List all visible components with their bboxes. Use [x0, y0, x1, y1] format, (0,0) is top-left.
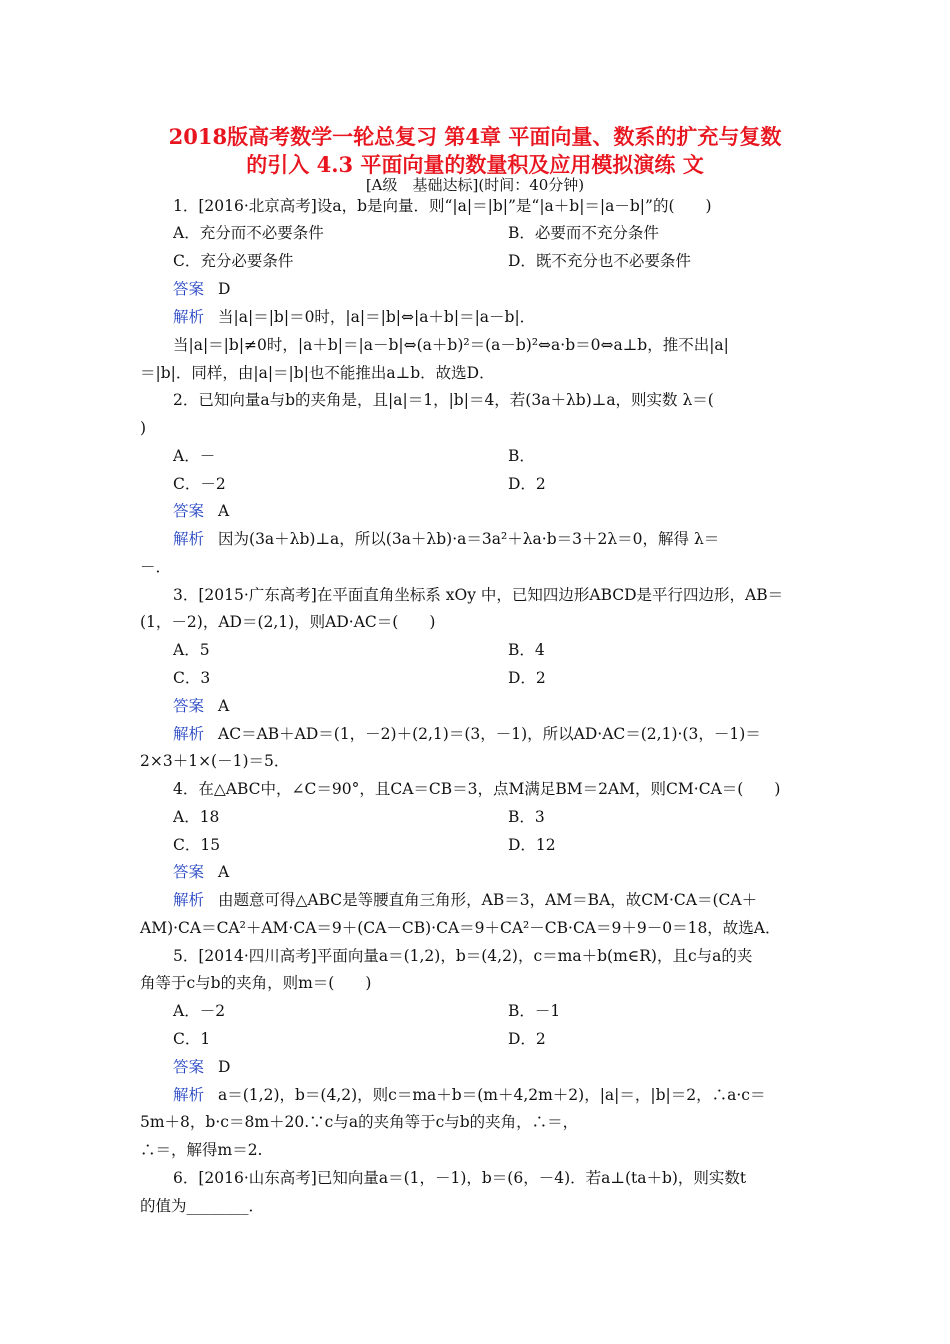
q4-stem: 4．在△ABC中，∠C＝90°，且CA＝CB＝3，点M满足BM＝2AM，则CM·CA＝( ) — [173, 780, 781, 798]
q3-answer — [173, 696, 853, 716]
q3-stem-line2: (1，－2)，AD＝(2,1)，则AD·AC＝( ) — [140, 613, 436, 631]
q3-analysis-text: AC＝AB＋AD＝(1，－2)＋(2,1)＝(3，－1)，所以AD·AC＝(2,1)·(3，－1)＝ — [218, 725, 761, 743]
q5-option-a: A．－2 — [173, 1002, 226, 1020]
q1-analysis-line2: 当|a|＝|b|≠0时，|a＋b|＝|a－b|⇔(a＋b)²＝(a－b)²⇔a·b＝0⇔a⊥b，推不出|a| — [173, 336, 729, 354]
q5-answer — [173, 1057, 853, 1077]
q5-answer-value: D — [218, 1058, 231, 1076]
answer-label: 答案 — [173, 697, 205, 715]
analysis-label: 解析 — [173, 308, 205, 326]
q1-option-a: A．充分而不必要条件 — [173, 224, 324, 242]
q2-option-b: B． — [508, 447, 535, 465]
analysis-label: 解析 — [173, 1086, 205, 1104]
q4-option-a: A．18 — [173, 808, 220, 826]
q4-answer-value: A — [218, 863, 230, 881]
q2-option-c: C．－2 — [173, 475, 226, 493]
q3-option-d: D．2 — [508, 669, 546, 687]
answer-label: 答案 — [173, 280, 205, 298]
answer-label: 答案 — [173, 502, 205, 520]
q2-option-a: A．－ — [173, 447, 216, 465]
q1-answer — [173, 279, 853, 299]
q3-analysis-line2: 2×3＋1×(－1)＝5． — [140, 752, 290, 770]
q4-analysis-line2: AM)·CA＝CA²＋AM·CA＝9＋(CA－CB)·CA＝9＋CA²－CB·CA＝9＋9－0＝18，故选A． — [140, 919, 781, 937]
q2-analysis — [173, 529, 853, 549]
q1-analysis-line3: ＝|b|．同样，由|a|＝|b|也不能推出a⊥b．故选D． — [140, 364, 495, 382]
q3-option-c: C．3 — [173, 669, 211, 687]
q2-stem-line2: ) — [140, 419, 147, 437]
q2-analysis-text: 因为(3a＋λb)⊥a，所以(3a＋λb)·a＝3a²＋λa·b＝3＋2λ＝0，解得 λ＝ — [218, 530, 720, 548]
answer-label: 答案 — [173, 1058, 205, 1076]
answer-label: 答案 — [173, 863, 205, 881]
q1-answer-value: D — [218, 280, 231, 298]
q2-analysis-line2: －． — [140, 558, 172, 576]
q4-option-b: B．3 — [508, 808, 545, 826]
q2-answer — [173, 501, 853, 521]
q5-option-d: D．2 — [508, 1030, 546, 1048]
q2-answer-value: A — [218, 502, 230, 520]
q3-answer-value: A — [218, 697, 230, 715]
q5-analysis-text: a＝(1,2)，b＝(4,2)，则c＝ma＋b＝(m＋4,2m＋2)，|a|＝，|b|＝2，∴a·c＝ — [218, 1086, 766, 1104]
q5-option-b: B．－1 — [508, 1002, 561, 1020]
q1-analysis-text: 当|a|＝|b|＝0时，|a|＝|b|⇔|a＋b|＝|a－b|． — [218, 308, 536, 326]
q2-option-d: D．2 — [508, 475, 546, 493]
q1-stem: 1．[2016·北京高考]设a，b是向量．则“|a|＝|b|”是“|a＋b|＝|a－b|”的( ) — [173, 197, 712, 215]
q3-option-a: A．5 — [173, 641, 210, 659]
q4-option-c: C．15 — [173, 836, 221, 854]
q3-stem: 3．[2015·广东高考]在平面直角坐标系 xOy 中，已知四边形ABCD是平行四边形，AB＝ — [173, 586, 784, 604]
q2-stem: 2．已知向量a与b的夹角是，且|a|＝1，|b|＝4，若(3a＋λb)⊥a，则实数 λ＝( — [173, 391, 714, 409]
document-title-line1: 2018版高考数学一轮总复习 第4章 平面向量、数系的扩充与复数 — [168, 124, 782, 149]
q3-option-b: B．4 — [508, 641, 545, 659]
q1-option-d: D．既不充分也不必要条件 — [508, 252, 691, 270]
document-title-line2: 的引入 4.3 平面向量的数量积及应用模拟演练 文 — [246, 152, 704, 177]
q1-option-b: B．必要而不充分条件 — [508, 224, 659, 242]
q1-option-c: C．充分必要条件 — [173, 252, 294, 270]
q4-answer — [173, 862, 853, 882]
analysis-label: 解析 — [173, 891, 205, 909]
q5-analysis-line3: ∴＝，解得m＝2. — [140, 1141, 263, 1159]
analysis-label: 解析 — [173, 725, 205, 743]
q5-stem: 5．[2014·四川高考]平面向量a＝(1,2)，b＝(4,2)，c＝ma＋b(m∈R)，且c与a的夹 — [173, 947, 753, 965]
q4-analysis — [173, 890, 853, 910]
q4-option-d: D．12 — [508, 836, 556, 854]
q4-analysis-text: 由题意可得△ABC是等腰直角三角形，AB＝3，AM＝BA，故CM·CA＝(CA＋ — [218, 891, 758, 909]
q5-stem-line2: 角等于c与b的夹角，则m＝( ) — [140, 974, 372, 992]
q6-stem: 6．[2016·山东高考]已知向量a＝(1，－1)，b＝(6，－4)．若a⊥(ta＋b)，则实数t — [173, 1169, 747, 1187]
q1-analysis — [173, 307, 853, 327]
analysis-label: 解析 — [173, 530, 205, 548]
q5-analysis-line2: 5m＋8，b·c＝8m＋20.∵c与a的夹角等于c与b的夹角，∴＝， — [140, 1113, 579, 1131]
q3-analysis — [173, 724, 853, 744]
q5-analysis — [173, 1085, 853, 1105]
section-subtitle: [A级 基础达标](时间：40分钟) — [365, 176, 585, 194]
q6-stem-line2: 的值为________． — [140, 1197, 265, 1215]
q5-option-c: C．1 — [173, 1030, 211, 1048]
